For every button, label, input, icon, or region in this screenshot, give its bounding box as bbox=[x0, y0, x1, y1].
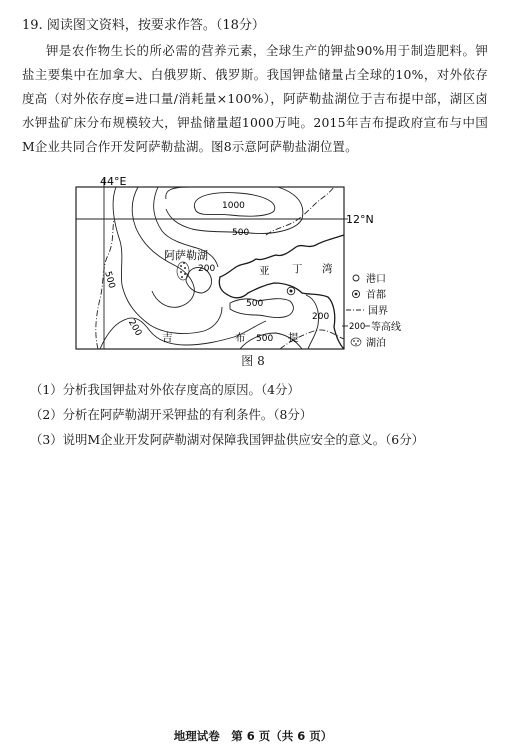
lake-icon bbox=[351, 338, 361, 346]
contour-left-b bbox=[132, 187, 194, 307]
lake-name: 阿萨勒湖 bbox=[164, 249, 208, 262]
sub-question-2: （2）分析在阿萨勒湖开采钾盐的有利条件。（8分） bbox=[30, 407, 313, 422]
location-map bbox=[70, 175, 482, 355]
gulf-char-2: 丁 bbox=[292, 263, 303, 275]
map-legend bbox=[342, 272, 401, 349]
question-number: 19. bbox=[22, 18, 43, 33]
national-border-north bbox=[266, 187, 334, 235]
figure-caption: 图 8 bbox=[241, 354, 265, 368]
sub-question-1: （1）分析我国钾盐对外依存度高的原因。（4分） bbox=[30, 382, 300, 397]
gulf-char-3: 湾 bbox=[322, 263, 333, 275]
country-char-3: 提 bbox=[288, 332, 299, 344]
contour-label-500-a: 500 bbox=[232, 228, 250, 238]
port-icon bbox=[353, 275, 359, 281]
map-svg bbox=[70, 175, 482, 355]
capital-symbol bbox=[287, 287, 295, 295]
lon-label: 44°E bbox=[100, 175, 127, 188]
contour-label-1000: 1000 bbox=[222, 201, 245, 211]
contour-label-500-b: 500 bbox=[102, 270, 117, 290]
legend-contour-sample: 200 bbox=[349, 322, 366, 332]
question-title: 阅读图文资料，按要求作答。（18分） bbox=[46, 18, 265, 33]
legend-border: 国界 bbox=[368, 306, 388, 317]
contour-label-500-d: 500 bbox=[256, 334, 274, 344]
contour-label-200-a: 200 bbox=[198, 264, 216, 274]
contour-200-right bbox=[306, 295, 319, 349]
legend-contour: 等高线 bbox=[371, 322, 401, 333]
contour-label-200-b: 200 bbox=[125, 318, 144, 338]
legend-capital: 首都 bbox=[366, 290, 386, 301]
country-char-2: 布 bbox=[235, 332, 246, 344]
legend-port: 港口 bbox=[366, 274, 386, 285]
question-header bbox=[22, 14, 265, 33]
page-footer: 地理试卷 第 6 页（共 6 页） bbox=[173, 729, 333, 743]
gulf-char-1: 亚 bbox=[259, 265, 270, 277]
legend-lake: 湖泊 bbox=[366, 338, 386, 349]
contour-label-200-c: 200 bbox=[312, 312, 330, 322]
material-paragraph: 钾是农作物生长的所必需的营养元素，全球生产的钾盐90%用于制造肥料。钾盐主要集中在加拿大、白俄罗斯、俄罗斯。我国钾盐储量占全球的10%，对外依存度高（对外依存度=进口量/消耗量×100%），阿萨勒盐湖位于吉布提中部，湖区卤水钾盐矿床分布规模较大，钾盐储量超1000万吨。2015年吉布提政府宣布与中国M企业共同合作开发阿萨勒盐湖。图8示意阿萨勒盐湖位置。 bbox=[22, 43, 488, 154]
lat-label: 12°N bbox=[346, 213, 374, 226]
country-char-1: 吉 bbox=[162, 332, 173, 344]
contour-label-500-c: 500 bbox=[246, 299, 264, 309]
sub-question-3: （3）说明M企业开发阿萨勒湖对保障我国钾盐供应安全的意义。（6分） bbox=[30, 432, 424, 447]
